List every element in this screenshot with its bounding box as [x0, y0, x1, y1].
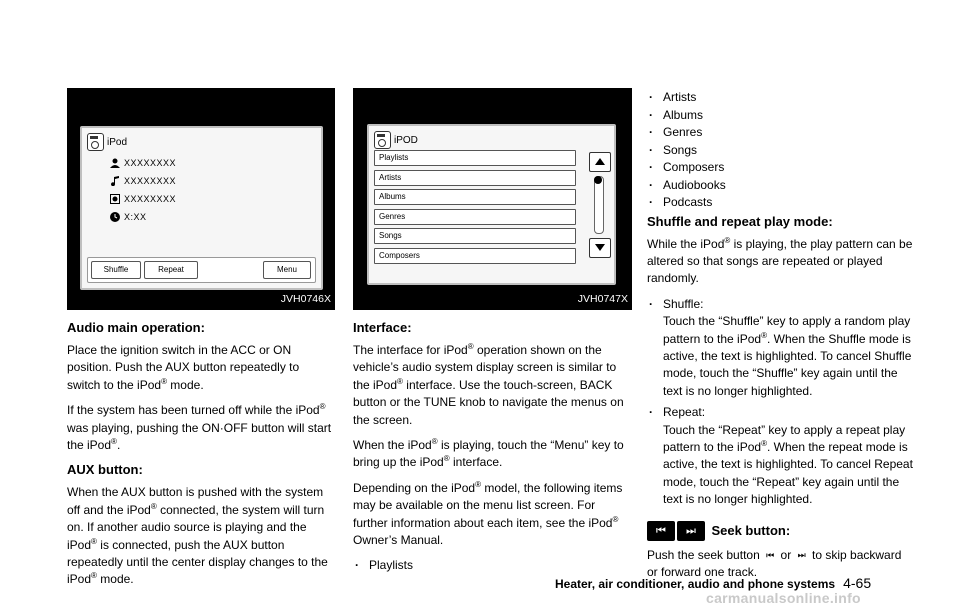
paragraph: Depending on the iPod® model, the following items may be available on the menu list screen. For further information about each item, see the iPod® Owner’s Manual.	[353, 479, 623, 547]
menu-list	[374, 150, 576, 267]
ipod-icon	[87, 133, 104, 151]
list-item: . Composers	[647, 159, 913, 177]
seek-backward-small-icon: ⏮	[766, 549, 775, 560]
repeat-button[interactable]: Repeat	[144, 261, 198, 279]
time-row	[110, 212, 147, 222]
repeat-description: Touch the “Repeat” key to apply a repeat play pattern to the iPod®. When the repeat mode is active, the text is highlighted. To cancel Repeat mode, touch the “Repeat” key again until the text is no longer highlighted.	[663, 422, 913, 507]
scroll-controls	[589, 152, 609, 256]
screen-header	[374, 131, 418, 149]
figure-caption: JVH0747X	[577, 293, 628, 305]
menu-item-albums[interactable]: Albums	[374, 189, 576, 205]
mode-list	[647, 404, 913, 422]
heading-seek-button: Seek button:	[711, 522, 791, 538]
time-text: X:XX	[124, 212, 147, 222]
paragraph: When the AUX button is pushed with the system off and the iPod® connected, the system will turn on. If another audio source is playing and the iPod® is connected, push the AUX button repeatedly until the center display changes to the iPod® mode.	[67, 485, 328, 587]
paragraph: The interface for iPod® operation shown on the vehicle’s audio system display screen is similar to the iPod® interface. Use the touch-screen, BACK button or the TUNE knob to navigate the menus on the screen.	[353, 342, 624, 427]
menu-item-artists[interactable]: Artists	[374, 170, 576, 186]
list-item: . Albums	[647, 107, 913, 125]
seek-text-a: Push the seek button	[647, 547, 760, 562]
column-1-text	[67, 320, 335, 597]
list-item: . Songs	[647, 142, 913, 160]
song-row	[110, 176, 176, 186]
ipod-icon	[374, 131, 391, 149]
screen-header	[87, 133, 127, 151]
heading-shuffle-repeat: Shuffle and repeat play mode:	[647, 213, 833, 229]
mode-list	[647, 296, 913, 314]
ipod-menu-display	[367, 124, 616, 285]
scroll-up-arrow-icon[interactable]	[589, 152, 611, 172]
watermark: carmanualsonline.info	[706, 590, 861, 606]
album-row	[110, 194, 176, 204]
menu-item-composers[interactable]: Composers	[374, 248, 576, 264]
shuffle-description: Touch the “Shuffle” key to apply a random play pattern to the iPod®. When the Shuffle mode is active, the text is highlighted. To cancel Shuffle mode, touch the “Shuffle” key again until the text is no longer highlighted.	[663, 314, 912, 398]
person-icon	[110, 158, 120, 168]
album-icon	[110, 194, 120, 204]
list-item: . Genres	[647, 124, 913, 142]
menu-items-list-continued	[647, 89, 913, 212]
seek-forward-small-icon: ⏭	[797, 549, 806, 560]
scrollbar-thumb[interactable]	[594, 176, 602, 184]
footer-section-title: Heater, air conditioner, audio and phone systems	[555, 577, 836, 591]
menu-items-list	[353, 557, 632, 575]
screen-title: iPod	[107, 136, 128, 148]
list-item: . Podcasts	[647, 194, 913, 212]
column-2-text	[353, 320, 632, 575]
clock-icon	[110, 212, 120, 222]
paragraph: While the iPod® is playing, the play pattern can be altered so that songs are repeated or played randomly.	[647, 235, 913, 286]
paragraph: Place the ignition switch in the ACC or ON position. Push the AUX button repeatedly to switch to the iPod® mode.	[67, 343, 300, 392]
list-item: . Audiobooks	[647, 177, 913, 195]
album-text: XXXXXXXX	[124, 194, 177, 204]
screen-title: iPOD	[394, 134, 418, 146]
menu-item-songs[interactable]: Songs	[374, 228, 576, 244]
control-button-bar	[87, 257, 316, 283]
scrollbar-track[interactable]	[594, 176, 604, 234]
seek-text-b: to skip backward or forward one track.	[647, 547, 902, 579]
menu-button[interactable]: Menu	[263, 261, 311, 279]
seek-heading-row	[647, 521, 913, 541]
list-item-shuffle: . Shuffle:	[647, 296, 913, 314]
heading-aux-button: AUX button:	[67, 462, 143, 478]
artist-text: XXXXXXXX	[124, 158, 177, 168]
menu-item-genres[interactable]: Genres	[374, 209, 576, 225]
list-item: . Artists	[647, 89, 913, 107]
seek-forward-icon: ⏭	[677, 521, 705, 541]
song-text: XXXXXXXX	[124, 176, 177, 186]
paragraph: When the iPod® is playing, touch the “Menu” key to bring up the iPod® interface.	[353, 436, 624, 470]
seek-text-or: or	[780, 547, 792, 562]
page-number: 4-65	[843, 575, 872, 591]
figure-audio-main-screen	[67, 88, 335, 310]
scroll-down-arrow-icon[interactable]	[589, 238, 611, 258]
list-item: . Playlists	[353, 557, 632, 575]
artist-row	[110, 158, 176, 168]
menu-item-playlists[interactable]: Playlists	[374, 150, 576, 166]
shuffle-button[interactable]: Shuffle	[91, 261, 141, 279]
column-3-text	[647, 89, 913, 589]
figure-caption: JVH0746X	[280, 293, 331, 305]
music-note-icon	[110, 176, 120, 186]
page-footer	[555, 575, 871, 591]
ipod-display-screen	[80, 126, 323, 290]
paragraph: If the system has been turned off while the iPod® was playing, pushing the ON·OFF button will start the iPod®.	[67, 402, 332, 452]
list-item-repeat: . Repeat:	[647, 404, 913, 422]
heading-interface: Interface:	[353, 320, 412, 335]
seek-backward-icon: ⏮	[647, 521, 675, 541]
figure-ipod-menu-screen	[353, 88, 632, 310]
heading-audio-main-operation: Audio main operation:	[67, 320, 205, 335]
